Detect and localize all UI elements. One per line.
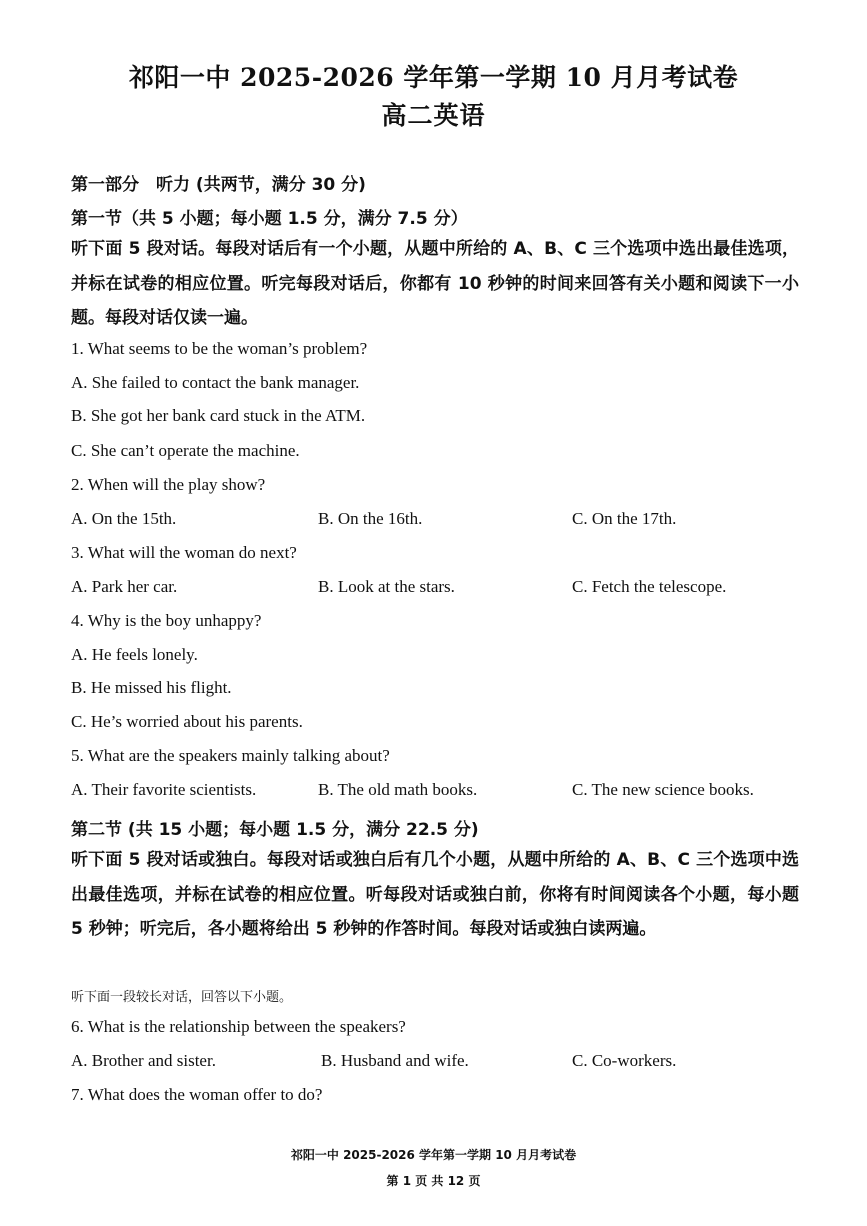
section2-instructions: 听下面 5 段对话或独白。每段对话或独白后有几个小题，从题中所给的 A、B、C 三个选项中选出最佳选项，并标在试卷的相应位置。听每段对话或独白前，你将有时间阅读各个小题，每小题 5 秒钟；听完后，各小题将给出 5 秒钟的作答时间。每段对话或独白读两遍。 [71,850,799,939]
q2-option-b: B. On the 16th. [318,509,423,528]
part1-heading: 第一部分 听力 (共两节，满分 30 分) [71,175,366,195]
q1-option-a: A. She failed to contact the bank manager. [71,373,360,392]
footer-exam-name: 祁阳一中 2025-2026 学年第一学期 10 月月考试卷 [290,1148,577,1162]
q1-option-b: B. She got her bank card stuck in the ATM. [71,406,366,425]
exam-subject: 高二英语 [381,101,486,130]
q6-stem: 6. What is the relationship between the speakers? [71,1017,406,1036]
q6-option-c: C. Co-workers. [572,1051,677,1070]
q4-option-b: B. He missed his flight. [71,678,232,697]
q6-option-a: A. Brother and sister. [71,1051,216,1070]
exam-title: 祁阳一中 2025-2026 学年第一学期 10 月月考试卷 [128,63,739,92]
q1-option-c: C. She can’t operate the machine. [71,441,300,460]
q5-option-c: C. The new science books. [572,780,754,799]
q5-option-a: A. Their favorite scientists. [71,780,257,799]
q2-stem: 2. When will the play show? [71,475,266,494]
section1-heading: 第一节（共 5 小题；每小题 1.5 分，满分 7.5 分） [71,209,468,229]
q3-option-b: B. Look at the stars. [318,577,455,596]
section2-heading: 第二节 (共 15 小题；每小题 1.5 分，满分 22.5 分) [71,820,479,840]
q5-stem: 5. What are the speakers mainly talking about? [71,746,390,765]
q3-stem: 3. What will the woman do next? [71,543,297,562]
q4-option-c: C. He’s worried about his parents. [71,712,303,731]
q5-option-b: B. The old math books. [318,780,478,799]
q2-option-c: C. On the 17th. [572,509,677,528]
q7-stem: 7. What does the woman offer to do? [71,1085,323,1104]
q3-option-c: C. Fetch the telescope. [572,577,727,596]
q1-stem: 1. What seems to be the woman’s problem? [71,339,368,358]
q6-option-b: B. Husband and wife. [321,1051,469,1070]
q4-option-a: A. He feels lonely. [71,645,198,664]
q4-stem: 4. Why is the boy unhappy? [71,611,262,630]
q2-option-a: A. On the 15th. [71,509,177,528]
q3-option-a: A. Park her car. [71,577,178,596]
footer-page-number: 第 1 页 共 12 页 [386,1174,481,1188]
section2-note: 听下面一段较长对话，回答以下小题。 [71,990,293,1005]
section1-instructions: 听下面 5 段对话。每段对话后有一个小题，从题中所给的 A、B、C 三个选项中选出最佳选项，并标在试卷的相应位置。听完每段对话后，你都有 10 秒钟的时间来回答有关小题和阅读下一小题。每段对话仅读一遍。 [71,239,799,328]
